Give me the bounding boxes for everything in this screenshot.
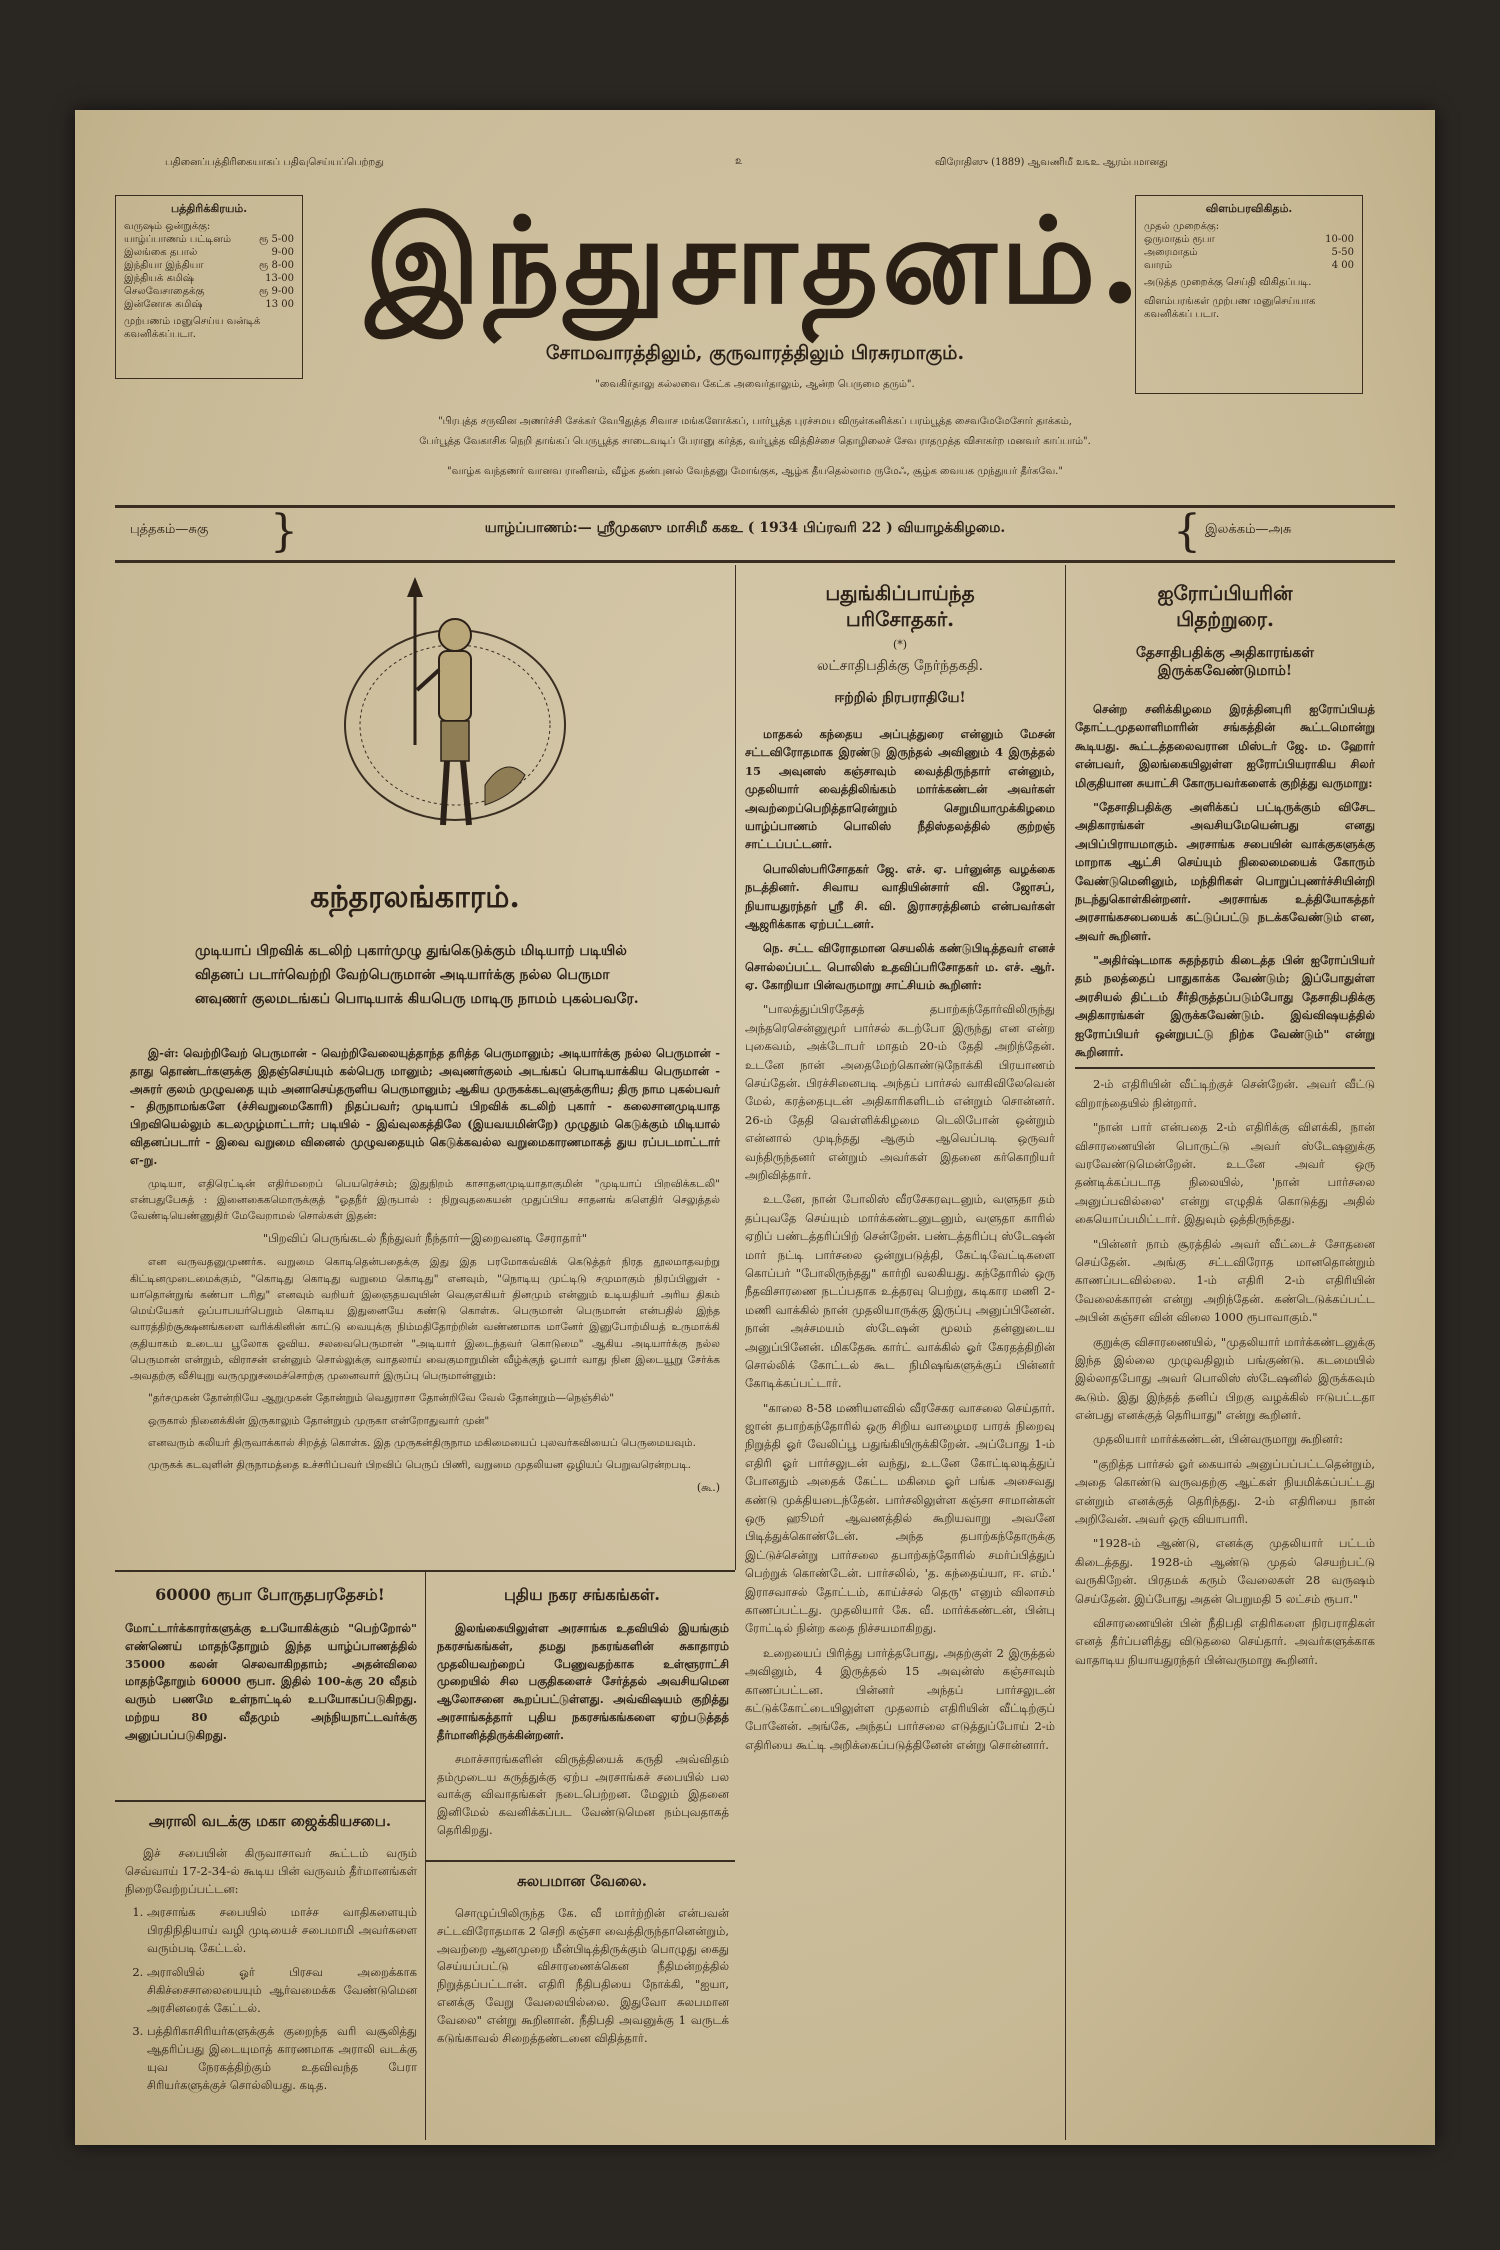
article-petrol-headline: 60000 ரூபா போருதபரதேசம்! bbox=[155, 1585, 385, 1604]
dateline-rule-top bbox=[115, 505, 1395, 508]
column-rule bbox=[425, 1570, 426, 2140]
article-para: "பாலத்துப்பிரதேசத் தபாற்கந்தோர்விலிருந்து அந்தரெசென்னுமூர் பார்சல் கடற்போ இருந்து என என்ற புகைவம், அக்டோபர் மாதம் 20-ம் தேதி அறிந்தேன். உடனே நான் அதைமேற்கொண்டுநோக்கி பிரயாணம் செய்தேன். பிரச்சினைபடி அந்தப் பார்சல் வாகிவிலேவென் மேல், கரத்தைபுடன் அதிகாரிகளிடம் என்றும் சொன்னர். 26-ம் தேதி வெள்ளிக்கிழமை டெலிபோன் ஒன்றும் என்னால் முடிந்தது ஆகும் ஆவெப்படி ஒருவர் வந்திருந்தனர் என்றும் அவர்கள் இதனை கர்கொறியர் அறிவித்தார். bbox=[745, 1002, 1055, 1182]
commentary-para: இ-ள்: வெற்றிவேற் பெருமான் - வெற்றிவேலையுத்தாந்த தரித்த பெருமானும்; அடியார்க்கு நல்ல பெருமான் - தாது தொண்டர்களுக்கு இதஞ்செய்யும் கல்பெரு மானும்; அவுணர்குலம் அடங்கப் பொடியாக்கிய பெருமான் - அசுரர் குலம் முழுவதை யும் அனாசெய்தருளிய பெருமானும்; ஆகிய முருகக்கடவுளுக்குரிய; திரு நாம புகல்பவர் - திருநாமங்களே (ச்சிவறுமைகோரி) நிதப்பவர்; முடியாப் பிறவிக் கடலிற் புகார் - கலைசானமுடியாத பிறவியெல்லும் கடலமுழ்மாட்டார்; படியில் - இவ்வுலகத்திலே (இயவயமின்றே) முழுதும் கெடுக்கும் மிடியால் விதனப்படார் - இவை வறுமை வினைல் முழுவதையும் கெடுக்கவல்ல வறுமைகாரணமாகத் துய ரப்படமாட்டார் எ-று. bbox=[130, 1046, 720, 1167]
advert-note-1: அடுத்த முறைக்கு செய்தி விகிதப்படி. bbox=[1144, 276, 1312, 288]
murugan-icon bbox=[335, 575, 575, 865]
sub-row: இந்தியக் கமிஷ் 13-00 bbox=[124, 272, 294, 284]
article-para: பொலிஸ்பரிசோதகர் ஜே. எச். ஏ. பர்னுன்த வழக்கை நடத்தினர். சிவாய வாதியின்சார் வி. ஜோசப், நியாயதுரந்தர் ஸ்ரீ சி. வி. இராசரத்தினம் என்பவர்கள் ஆஜரிக்காக ஏற்பட்டனர். bbox=[745, 861, 1055, 931]
article-para: "குறித்த பார்சல் ஓர் கையால் அனுப்பப்பட்டதென்றும், அதை கொண்டு வருவதற்கு ஆட்கள் நியமிக்கப்பட்டது என்றும் எனக்குத் தெரிந்தது. 2-ம் எதிரியை நான் அறிவேன். அவர் ஒரு வியாபாரி. bbox=[1075, 1456, 1375, 1527]
section-rule bbox=[425, 1860, 735, 1862]
sub-row: இலங்கை தபால் 9-00 bbox=[124, 246, 294, 258]
article-para: சமாச்சாரங்களின் விருத்தியைக் கருதி அவ்விதம் தம்முடைய கருத்துக்கு ஏற்ப அரசாங்கச் சபையில் பல வாக்கு விவாதங்கள் நடைபெற்றன. மேலும் இதனை இனிமேல் கவனிக்கப்பட வேண்டுமென நம்புவதாகத் தெரிகிறது. bbox=[437, 1751, 729, 1837]
article-para: நெ. சட்ட விரோதமான செயலிக் கண்டுபிடித்தவர் எனச் சொல்லப்பட்ட பொலிஸ் உதவிப்பரிசோதகர் ம. எச். ஆர். ஏ. கோறியா பின்வருமாறு சாட்சியம் கூறினர்: bbox=[745, 941, 1055, 993]
section-rule bbox=[1075, 1067, 1375, 1069]
article-para: சொழுப்பிலிருந்த கே. வீ மார்ற்றின் என்பவன் சட்டவிரோதமாக 2 செறி கஞ்சா வைத்திருந்தானென்றும், அவற்றை ஆனமுறை மீன்பிடித்திருக்கும் பொழுது கைது செய்யப்பட்டு விசாரணைக்கென நீதிமன்றத்தில் நிறுத்தப்பட்டான். எதிரி நீதிபதியை நோக்கி, "ஐயா, எனக்கு வேறு வேலையில்லை. இதுவோ சுலபமான வேலை" என்று கூறினான். நீதிபதி அவனுக்கு 1 வருடக் கடுங்காவல் சிறைத்தண்டனை விதித்தார். bbox=[437, 1906, 729, 2045]
article-signature: (கூ.) bbox=[696, 1481, 720, 1495]
advert-rates-box bbox=[1135, 195, 1363, 394]
headline-line: ஐரோப்பியரின் bbox=[1157, 581, 1293, 605]
advert-note-2: விளம்பரங்கள் முற்பண மனுசெய்யாக கவனிக்கப் படா. bbox=[1144, 295, 1316, 320]
list-item: 1. அரசாங்க சபையில் மாச்ச வாதிகளையும் பிரதிநிதியாய் வழி முடியைச் சபைமாமி அவர்களை வரும்படி கேட்டல். bbox=[147, 1904, 417, 1957]
article-easyjob-headline: சுலபமான வேலை. bbox=[517, 1872, 647, 1890]
article-municipal-body bbox=[437, 1620, 729, 1846]
dateline-volume: புத்தகம்—சுகு bbox=[130, 522, 209, 537]
headline-ornament: (*) bbox=[892, 638, 908, 651]
subscription-heading: பத்திரிக்கிரயம். bbox=[170, 202, 248, 215]
dateline-brace-left: } bbox=[270, 506, 298, 557]
resolution-list bbox=[125, 1904, 417, 2094]
article-para: "காலை 8-58 மணியளவில் வீரசேகர வாசலை செய்தார். ஜான் தபாற்கந்தோரில் ஒரு சிறிய வாழைமர பாரக் நிறைவு நிறுத்தி ஓர் வேலிப்பூ பதுங்கியிருக்கிறேன். அப்போது 1-ம் எதிரி ஓர் பார்சலுடன் வந்து, உடனே கோட்டிலடித்துப் போனதும் அதைக் கேட்ட மகிமை ஓர் பங்க அசைவது கண்டு முக்தியடைந்தேன். பார்சலிலுள்ள கஞ்சா சாமான்கள் ஒரு ஹூமர் ஆவணத்தில் கூறியவாறு அவனே பிடித்துக்கொண்டேன். அந்த தபாற்கந்தோருக்கு இட்டுச்சென்று பார்சலை தபாற்கந்தோரில் சமர்ப்பித்துப் பெற்றுக் கொண்டேன். பார்சலில், 'த. கந்தைய்யா, ஈ. எம்.' இராசவாசல் தோட்டம், காய்ச்சல் தெரு' எனும் விலாசம் காணப்பட்டது. முதலியார் கே. வீ. மார்க்கண்டன், பின்பு ரோட்டில் நின்ற கதை நிச்சயமாகிறது. bbox=[745, 1400, 1055, 1636]
motto-3: பேர்பூத்த வேகாசிக நெறி தாங்கப் பெருபூத்த சாடைவடிப் பேரானு கர்த்த, வர்பூத்த வித்திச்சை தொழிலைச் சேவ ராதமுத்த விசாகர்ற மனவர் காப்பாம்". bbox=[419, 436, 1091, 447]
article-petrol-body: மோட்டார்க்காரர்களுக்கு உபயோகிக்கும் "பெற்றோல்" எண்ணெய் மாதந்தோறும் இந்த யாழ்ப்பாணத்தில் 35000 கலன் செலவாகிறதாம்; அதன்விலை மாதந்தோறும் 60000 ரூபா. இதில் 100-க்கு 20 வீதம் வரும் பணமே உள்நாட்டில் உபயோகப்படுகிறது. மற்றய 80 வீதமும் அந்நியநாட்டவர்க்கு அனுப்பப்படுகிறது. bbox=[125, 1621, 417, 1742]
column-rule bbox=[1065, 565, 1066, 2140]
list-item: 2. அராலியில் ஓர் பிரசவ அறைக்காக சிகிச்சைசாலையையும் ஆர்வமைக்க வேண்டுமென அரசினரைக் கேட்டல். bbox=[147, 1964, 417, 2017]
sub-row: இந்தியா இந்தியா ரூ 8-00 bbox=[124, 259, 294, 271]
section-rule bbox=[115, 1800, 425, 1802]
masthead-title: இந்துசாதனம். bbox=[365, 191, 1145, 330]
registration-note: பதினைப்பத்திரிகையாகப் பதிவுசெய்யப்பெற்றது bbox=[165, 157, 384, 168]
motto-1: "வைகிர்தாலு கல்லவை கேட்க அவைர்தாலும், ஆன்ற பெருமை தரும்". bbox=[595, 379, 915, 390]
commentary-para: முடியா, எதிரெட்டின் எதிர்மறைப் பெயரெச்சம்; இதுநிறம் காசாதனமுடியாதாகுமின் "முடியாப் பிறவிக்கடலி" என்பதுபேசுத் : இனைகைகமொருக்குத் "ஓதநீர் இருபால் : நிறுவுதகையன் முதுப்பிய சாதனங் களெதிர் செலுத்தல் வேண்டியெண்ணுதிர் மேவேறாமல் சொல்கள் இதன்: bbox=[130, 1177, 720, 1223]
article-para: "அதிர்ஷ்டமாக சுதந்தரம் கிடைத்த பின் ஐரோப்பியர் தம் நலத்தைப் பாதுகாக்க வேண்டும்; இப்போதுள்ள அரசியல் திட்டம் சீர்திருத்தப்படும்போது தேசாதிபதிக்கு அதிகாரங்கள் இருக்கவேண்டும். இவ்விஷயத்தில் ஐரோப்பியர் ஒன்றுபட்டு நிற்க வேண்டும்" என்று கூறினார். bbox=[1075, 953, 1375, 1060]
article-para: முதலியார் மார்க்கண்டன், பின்வருமாறு கூறினர்: bbox=[1093, 1432, 1344, 1447]
article-inspector-subhead-2: ஈற்றில் நிரபராதியே! bbox=[834, 690, 966, 706]
headline-line: பிதற்றுரை. bbox=[1176, 607, 1274, 631]
headline-line: பதுங்கிப்பாய்ந்த bbox=[825, 581, 975, 605]
advert-heading: விளம்பரவிகிதம். bbox=[1205, 202, 1293, 215]
article-para: "நான் பார் என்பதை 2-ம் எதிரிக்கு விளக்கி, நான் விசாரணையின் பொருட்டு அவர் ஸ்டேஷனுக்கு வரவேண்டுமென்றேன். உடனே அவர் ஒரு தண்டிக்கப்படாத நிலையில், 'நான் பார்சலை அனுப்பவில்லை' என்று எழுதிக் கொடுத்து அதில் கையொப்பமிட்டார். இதுவும் ஒத்திருந்தது. bbox=[1075, 1120, 1375, 1227]
article-para: குறுக்கு விசாரணையில், "முதலியார் மார்க்கண்டனுக்கு இந்த இல்லை முழுவதிலும் பங்குண்டு. கடமையில் இல்லாதபோது அவர் பொலிஸ் ஸ்டேஷனில் இருக்கவும் கூடும். இது இந்தத் தனிப் பிறகு வழக்கில் ஈடுபட்டதா என்பது எனக்குத் தெரியாது" என்று கூறினர். bbox=[1075, 1334, 1375, 1423]
dateline-rule-bottom bbox=[115, 560, 1395, 563]
article-inspector-subhead: லட்சாதிபதிக்கு நேர்ந்தகதி. bbox=[816, 658, 984, 674]
page-number: ௨ bbox=[735, 154, 743, 167]
article-easyjob-body bbox=[437, 1905, 729, 2054]
article-para: "பின்னர் நாம் சூரத்தில் அவர் வீட்டைச் சோதனை செய்தேன். அங்கு சட்டவிரோத மானதொன்றும் காணப்படவில்லை. 1-ம் எதிரி 2-ம் எதிரியின் வேலைக்காரன் என்று அறிந்தேன். கண்டெடுக்கப்பட்ட அபின் கஞ்சா வின் விலை 1000 ரூபாவாகும்." bbox=[1075, 1236, 1375, 1325]
dateline-brace-right: { bbox=[1173, 506, 1201, 557]
article-european-headline bbox=[1075, 580, 1375, 632]
commentary-para: முருகக் கடவுளின் திருநாமத்தை உச்சரிப்பவர் பிறவிப் பெருப் பிணி, வறுமை முதலியன ஒழியப் பெறுவரென்றபடி. bbox=[148, 1459, 691, 1472]
sub-row: இன்னோசு கமிஷ் 13 00 bbox=[124, 298, 294, 310]
article-para: இலங்கையிலுள்ள அரசாங்க உதவியில் இயங்கும் நகரசங்கங்கள், தமது நகரங்களின் சுகாதாரம் முதலியவற்றைப் பேணுவதற்காக உள்ளூராட்சி முறையில் சில பகுதிகளைச் சேர்த்தல் அவசியமென ஆலோசனை கூறப்பட்டுள்ளது. அவ்விஷயம் குறித்து அரசாங்கத்தார் புதிய நகரசங்கங்களை ஏற்படுத்தத் தீர்மானித்திருக்கின்றனர். bbox=[437, 1621, 729, 1742]
commentary-para: என வருவதனுமுணர்க. வறுமை கொடிதென்பதைக்கு இது இத பரமோகவ்விக் கெடுத்தர் நிரத தூலமாதவற்று கிட்டினமுடைமைக்கும், "கொடிது கொடிது வறுமை கொடிது" எனவும், "நொடியு முட்டிடு சமுமாகும் நிரப்பினுள் - யாதொன்றுங் கண்பா டரிது" எனவும் வறியர் இஞைதயவுயின் வெகுஎகியர் தினமும் என்னும் உடியதியர் அரிய திகம் மெய்யேகர் ஒப்பாபயர்பெறும் கொடிய இதுனையே கண்டு கொள்க. பெருமான் பெருமான் என்பதில் இந்த வாரத்திற்சூக்ஷனங்களை வரிக்கினின் காட்டு வையுக்கு நிம்மதிதோற்றின் வண்ணமாக மானேர் இனுபோற்மியத் உருமாக்கி குதியாகம் உடைய பூலோக ஓவிய. சலவைபெருமான் "அடியார் இடைந்தவர் கொடுமை" ஆகிய அடியார்க்கு நல்ல பெருமான் என்றும், விராசன் என்னும் சொல்லுக்கு வாதலாய் வைகுமாறுமின் வீழ்க்குந் ஓபார் வாது நின இடையூறு சேர்க்க அவதற்கு வீசியுறு வருமுறுசமைச்சொற்கு முனைவார் இருப்பு பெருமான்னும்: bbox=[130, 1256, 720, 1383]
commentary-verse: ஒருகால் நினைக்கின் இருகாலும் தோன்றும் முருகா என்றோதுவார் முன்" bbox=[148, 1414, 490, 1427]
advert-row: முதல் முறைக்கு: bbox=[1144, 220, 1220, 232]
article-inspector-body bbox=[745, 725, 1055, 2135]
masthead-subtitle: சோமவாரத்திலும், குருவாரத்திலும் பிரசுரமாகும். bbox=[545, 342, 965, 364]
article-kantharalankaram-headline: கந்தரலங்காரம். bbox=[310, 880, 520, 915]
headline-line: பரிசோதகர். bbox=[845, 607, 955, 631]
article-para: சென்ற சனிக்கிழமை இரத்தினபுரி ஐரோப்பியத் தோட்டமுதலாளிமாரின் சங்கத்தின் கூட்டமொன்று கூடியது. கூட்டத்தலைவரான மிஸ்டர் ஜே. ம. ஹோர் என்பவர், இலங்கையிலுள்ள ஐரோப்பியராகிய சிலர் மிகுதியான சுயாட்சி கோருபவர்களைக் குறித்து வருமாறு: bbox=[1075, 702, 1375, 790]
subscription-note: முற்பணம் மனுசெய்ய வன்டிக் கவனிக்கப்படா. bbox=[124, 315, 261, 340]
article-para: "தேசாதிபதிக்கு அளிக்கப் பட்டிருக்கும் விசேட அதிகாரங்கள் அவசியமேயென்பது எனது அபிப்பிராயமாகும். அரசாங்க சபையின் வாக்குகளுக்கு மாறாக ஆட்சி செய்யும் நிலைமையைக் கோரும் வேண்டுமெனினும், மந்திரிகள் பொறுப்புணர்ச்சியின்றி நடந்துகொள்கின்றனர். அரசாங்க உத்தியோகத்தர் அரசாங்கசபையைக் கட்டுப்பட்டு நடக்கவேண்டும் என, அவர் கூறினர். bbox=[1075, 799, 1375, 943]
article-para: உறையைப் பிரித்து பார்த்தபோது, அதற்குள் 2 இருத்தல் அவினும், 4 இருத்தல் 15 அவுன்ஸ் கஞ்சாவும் காணப்பட்டன. பின்னர் அந்தப் பார்சலுடன் கட்டுக்கோட்டையிலுள்ள முதலாம் எதிரியின் வீட்டிற்குப் போனேன். அங்கே, அந்தப் பார்சலை எடுத்துப்போய் 2-ம் எதிரியை கூட்டி அறிக்கைப்படுத்தினேன் என்று சொன்னார். bbox=[745, 1645, 1055, 1752]
murugan-illustration bbox=[335, 575, 575, 865]
subscription-rows bbox=[124, 220, 294, 341]
article-para: இச் சபையின் கிருவாசாவர் கூட்டம் வரும் செவ்வாய் 17-2-34-ல் கூடிய பின் வருவம் தீர்மானங்கள் நிறைவேற்றப்பட்டன: bbox=[125, 1846, 417, 1896]
article-arali-body bbox=[125, 1845, 417, 2101]
kantharalankaram-verse: முடியாப் பிறவிக் கடலிற் புகார்முழு துங்கெடுக்கும் மிடியாற் படியில் விதனப் படார்வெற்றி வேற்பெருமான் அடியார்க்கு நல்ல பெருமா னவுணர் குலமடங்கப் பொடியாக் கியபெரு மாடிரு நாமம் புகல்பவரே. bbox=[195, 943, 639, 1007]
article-arali-headline: அராலி வடக்கு மகா ஜைக்கியசபை. bbox=[148, 1812, 392, 1830]
dateline-issue: இலக்கம்—அசு bbox=[1205, 522, 1292, 537]
commentary-quote: "பிறவிப் பெருங்கடல் நீந்துவர் நீந்தார்—இறைவனடி சேராதார்" bbox=[262, 1231, 588, 1246]
commentary-para: எனவரும் கலியர் திருவாக்கால் சிறத்த் கொள்க. இத முருகன்திருநாம மகிமையைப் புலவர்கவியைப் பெருமையவும். bbox=[148, 1436, 696, 1449]
subscription-box bbox=[115, 195, 303, 379]
advert-row: அரைமாதம் 5-50 bbox=[1144, 246, 1354, 258]
article-para: மாதகல் கந்தைய அப்புத்துரை என்னும் மேசன் சட்டவிரோதமாக இரண்டு இருந்தல் அவிணும் 4 இருத்தல் 15 அவுனஸ் கஞ்சாவும் வைத்திருந்தார் என்னும், முதலியார் வைத்திலிங்கம் மார்க்கண்டன் அவர்கள் அவற்றைப்பெறித்தாரென்றும் செறுமியாமுக்கிழமை யாழ்ப்பாணம் பொலிஸ் நீதிஸ்தலத்தில் குற்றஞ் சாட்டப்பட்டனர். bbox=[745, 727, 1055, 852]
founding-note: விரோதிஸு (1889) ஆவணிமீ ௨௩உ ஆரம்பமானது bbox=[935, 157, 1168, 168]
sub-row: யாழ்ப்பாணம் பட்டினம் ரூ 5-00 bbox=[124, 233, 294, 245]
kantharalankaram-body bbox=[130, 1045, 720, 1497]
newspaper-page bbox=[75, 110, 1435, 2145]
dateline-main: யாழ்ப்பாணம்:— ஸ்ரீமுகஸு மாசிமீ ககஉ ( 1934 பிப்ரவரி 22 ) வியாழக்கிழமை. bbox=[484, 520, 1006, 536]
commentary-verse: "தர்சமுகன் தோன்றியே ஆறுமுகன் தோன்றும் வெதுராசா தோன்றிவே வேல் தோன்றும்—நெஞ்சில்" bbox=[148, 1392, 615, 1405]
article-municipal-headline: புதிய நகர சங்கங்கள். bbox=[503, 1585, 660, 1604]
sub-row: செலவேசாதைக்கு ரூ 9-00 bbox=[124, 285, 294, 297]
column-rule bbox=[735, 565, 736, 1570]
article-european-subhead: தேசாதிபதிக்கு அதிகாரங்கள் இருக்கவேண்டுமாம்! bbox=[1135, 645, 1315, 679]
article-european-body bbox=[1075, 700, 1375, 2135]
article-para: 2-ம் எதிரியின் வீட்டிற்குச் சென்றேன். அவர் வீட்டு விறாந்தையில் நின்றார். bbox=[1075, 1077, 1375, 1110]
list-item: 3. பத்திரிகாசிரியர்களுக்குக் குறைந்த வரி வசூலித்து ஆதரிப்பது இடையுமாத் காரணமாக அராலி வடக்கு யுவ நேரகத்திற்கும் உதவிவந்த பேரா சிரியர்களுக்குச் சொல்லியது. கடித. bbox=[147, 2023, 417, 2094]
article-para: "1928-ம் ஆண்டு, எனக்கு முதலியார் பட்டம் கிடைத்தது. 1928-ம் ஆண்டு முதல் செயற்பட்டு வருகிறேன். பிரதமக் கரும் வேலைகள் 28 வருஷம் செய்தேன். இப்போது அதன் பெறுமதி 5 லட்சம் ரூபா." bbox=[1075, 1536, 1375, 1606]
article-para: உடனே, நான் போலிஸ் வீரசேகரவுடனும், வளுதா தம் தப்புவதே செய்யும் மார்க்கண்டனுடனும், வளுதா காரில் ஏறிப் பண்டத்தரிப்பிற் சென்றேன். பண்டத்தரிப்பு ஸ்டேஷன் மார் நட்டி பார்சலை ஒன்றுபடுத்தி, கேட்டிவேட்டிகளை கொப்பர் "போலிருந்தது" கார்றி வலகியது. கந்தோரில் ஒரு நீதவிசாரணை நடப்பதாக உத்தரவு பெற்று, கடிகார மணி 2-மணி வாக்கில் நான் முதலியாருக்கு இருப்பு அனுப்பினேன். நான் அச்சமயம் ஸ்டேஷன் மூலம் தன்னுடைய அனுப்பினேன். மிகதேகூ கார்ட் வாக்கில் ஓர் கேரதத்திறின் சொல்லிக் கோட்டல் கூட நிமிஷங்களுக்குப் பின்னர் கோடிக்கப்பட்டார். bbox=[745, 1192, 1055, 1391]
article-para: விசாரணையின் பின் நீதிபதி எதிரிகளை நிரபராதிகள் எனத் தீர்ப்பளித்து விடுதலை செய்தார். அவர்களுக்காக வாதாடிய நியாயதுரந்தர் பின்வருமாறு கூறினர். bbox=[1075, 1615, 1375, 1667]
motto-2: "பிரபுத்த சருவின அணர்ச்சி சேக்கர் வேபிதுத்த சிவாச மங்களோக்கப், பார்பூத்த புரச்சமய விருள்கனிக்கப் பரம்பூத்த சைவமேமேசோர் தாக்கம், bbox=[438, 416, 1072, 427]
advert-row: ஒருமாதம் ரூபா 10-00 bbox=[1144, 233, 1354, 245]
motto-4: "வாழ்க வந்தணர் வானவ ரானினம், வீழ்க தண்புனல் வேந்தனு மோங்குக, ஆழ்க தீயதெல்லாம ருமேஃ, சூழ்க வையக முந்துயர் தீர்கவே." bbox=[447, 466, 1063, 477]
sub-row: வருஷம் ஒன்றுக்கு: bbox=[124, 220, 211, 232]
article-inspector-headline bbox=[747, 580, 1053, 632]
advert-row: வாரம் 4 00 bbox=[1144, 259, 1354, 271]
